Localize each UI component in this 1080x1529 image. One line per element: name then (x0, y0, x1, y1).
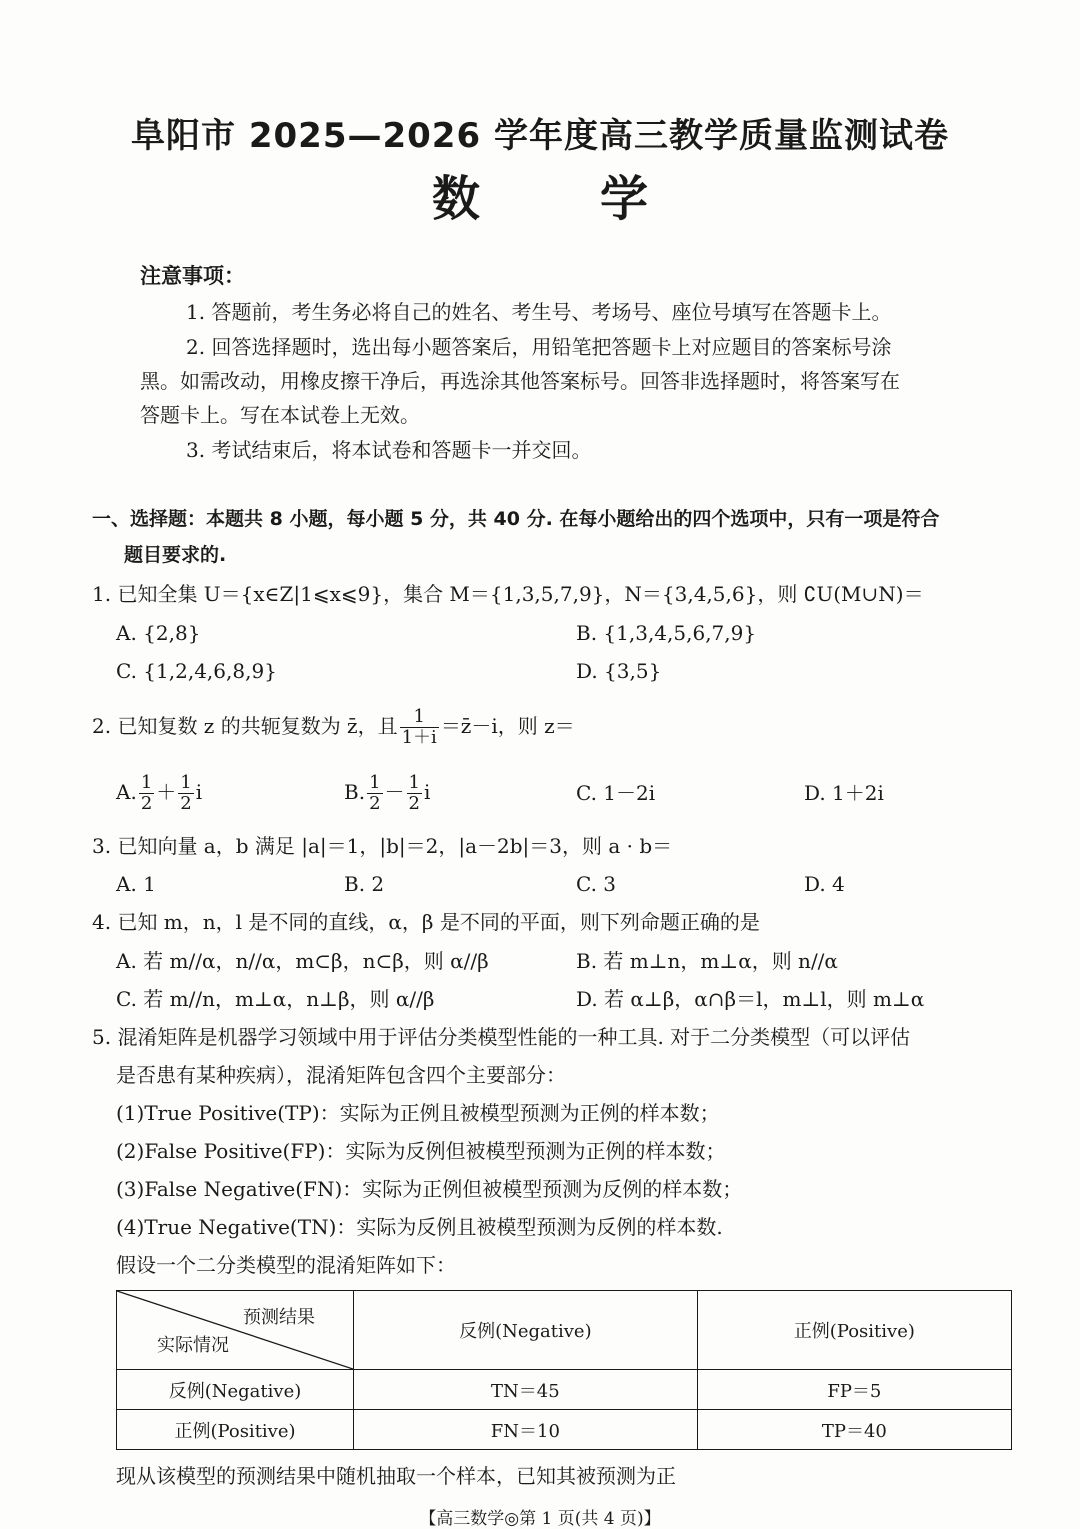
fraction (367, 773, 382, 814)
question-5-intro: 假设一个二分类模型的混淆矩阵如下： (116, 1253, 456, 1277)
fraction-denominator: 2 (408, 793, 420, 814)
question-5-item-3: (3)False Negative(FN)：实际为正例但被模型预测为反例的样本数； (116, 1177, 743, 1201)
question-3-option-d: D. 4 (804, 872, 845, 896)
fraction (139, 773, 154, 814)
cell-fn: FN＝10 (354, 1410, 698, 1450)
cell-fp: FP＝5 (697, 1370, 1011, 1410)
subject-title: 数学 (431, 171, 768, 227)
fraction-denominator: 1＋i (401, 727, 437, 748)
option-letter: B. (344, 780, 366, 804)
table-corner-cell (117, 1291, 354, 1370)
question-2-option-a (116, 768, 202, 816)
question-1-stem: 1. 已知全集 U＝{x∈Z|1⩽x⩽9}，集合 M＝{1,3,5,7,9}，N＝{3,4,5,6}，则 ∁U(M∪N)＝ (92, 582, 924, 606)
question-5-line-2: 是否患有某种疾病），混淆矩阵包含四个主要部分： (116, 1063, 566, 1087)
table-row (117, 1370, 1012, 1410)
question-4-option-c: C. 若 m//n，m⊥α，n⊥β，则 α//β (116, 987, 435, 1011)
notice-line-3: 3. 考试结束后，将本试卷和答题卡一并交回。 (186, 438, 592, 462)
row-header-positive: 正例(Positive) (117, 1410, 354, 1450)
question-1-option-a: A. {2,8} (116, 621, 201, 645)
fraction-numerator: 1 (400, 707, 439, 728)
question-3-option-a: A. 1 (116, 872, 156, 896)
fraction (178, 773, 193, 814)
question-2-option-d: D. 1＋2i (804, 781, 884, 805)
corner-label-actual: 实际情况 (157, 1335, 229, 1356)
cell-tn: TN＝45 (354, 1370, 698, 1410)
column-header-negative: 反例(Negative) (354, 1291, 698, 1370)
option-letter: A. (116, 780, 137, 804)
notice-line-1: 1. 答题前，考生务必将自己的姓名、考生号、考场号、座位号填写在答题卡上。 (186, 300, 892, 324)
fraction (407, 773, 422, 814)
question-4-option-b: B. 若 m⊥n，m⊥α，则 n//α (576, 949, 838, 973)
question-3-stem: 3. 已知向量 a，b 满足 |a|＝1，|b|＝2，|a－2b|＝3，则 a · b＝ (92, 834, 673, 858)
section-1-heading: 一、选择题：本题共 8 小题，每小题 5 分，共 40 分. 在每小题给出的四个选项中，只有一项是符合 (92, 508, 940, 530)
fraction-numerator: 1 (369, 772, 381, 793)
question-2-option-b (344, 768, 430, 816)
question-1-option-b: B. {1,3,4,5,6,7,9} (576, 621, 757, 645)
question-1-option-d: D. {3,5} (576, 659, 662, 683)
table-row (117, 1410, 1012, 1450)
operator: － (384, 780, 405, 804)
question-4-option-a: A. 若 m//α，n//α，m⊂β，n⊂β，则 α//β (116, 949, 489, 973)
column-header-positive: 正例(Positive) (697, 1291, 1011, 1370)
question-3-option-b: B. 2 (344, 872, 385, 896)
exam-title: 阜阳市 2025—2026 学年度高三教学质量监测试卷 (131, 116, 949, 156)
question-5-item-4: (4)True Negative(TN)：实际为反例且被模型预测为反例的样本数. (116, 1215, 723, 1239)
fraction-numerator: 1 (140, 772, 153, 793)
imaginary-unit: i (423, 780, 431, 804)
question-5-item-2: (2)False Positive(FP)：实际为反例但被模型预测为正例的样本数； (116, 1139, 726, 1163)
fraction-denominator: 2 (369, 793, 381, 814)
question-2-fraction (400, 707, 439, 748)
diagonal-line (117, 1291, 353, 1369)
fraction-numerator: 1 (180, 772, 192, 793)
notice-line-2c: 答题卡上。写在本试卷上无效。 (140, 403, 420, 427)
question-2-stem-post: ＝z̄－i，则 z＝ (440, 714, 575, 738)
question-1-option-c: C. {1,2,4,6,8,9} (116, 659, 277, 683)
question-3-option-c: C. 3 (576, 872, 617, 896)
question-5-line-1: 5. 混淆矩阵是机器学习领域中用于评估分类模型性能的一种工具. 对于二分类模型（可以评估 (92, 1025, 911, 1049)
notice-line-2a: 2. 回答选择题时，选出每小题答案后，用铅笔把答题卡上对应题目的答案标号涂 (186, 335, 892, 359)
imaginary-unit: i (195, 780, 203, 804)
question-4-stem: 4. 已知 m，n，l 是不同的直线，α，β 是不同的平面，则下列命题正确的是 (92, 910, 760, 934)
table-header-row (117, 1291, 1012, 1370)
question-4-option-d: D. 若 α⊥β，α∩β＝l，m⊥l，则 m⊥α (576, 987, 925, 1011)
notice-line-2b: 黑。如需改动，用橡皮擦干净后，再选涂其他答案标号。回答非选择题时，将答案写在 (140, 369, 900, 393)
corner-label-predicted: 预测结果 (243, 1307, 315, 1328)
page-footer: 【高三数学◎第 1 页(共 4 页)】 (419, 1509, 661, 1529)
confusion-matrix-table (116, 1290, 1012, 1450)
section-1-heading-cont: 题目要求的. (124, 544, 227, 566)
fraction-numerator: 1 (408, 772, 420, 793)
fraction-denominator: 2 (140, 793, 153, 814)
question-2-stem-pre: 2. 已知复数 z 的共轭复数为 z̄，且 (92, 714, 398, 738)
question-2-option-c: C. 1－2i (576, 781, 656, 805)
row-header-negative: 反例(Negative) (117, 1370, 354, 1410)
operator: ＋ (156, 780, 177, 804)
cell-tp: TP＝40 (697, 1410, 1011, 1450)
question-5-item-1: (1)True Positive(TP)：实际为正例且被模型预测为正例的样本数； (116, 1101, 720, 1125)
image-fade-overlay (760, 1458, 1080, 1498)
question-2-stem (92, 702, 575, 750)
notice-heading: 注意事项： (140, 264, 245, 288)
fraction-denominator: 2 (180, 793, 192, 814)
question-5-last-line: 现从该模型的预测结果中随机抽取一个样本，已知其被预测为正 (116, 1464, 676, 1488)
